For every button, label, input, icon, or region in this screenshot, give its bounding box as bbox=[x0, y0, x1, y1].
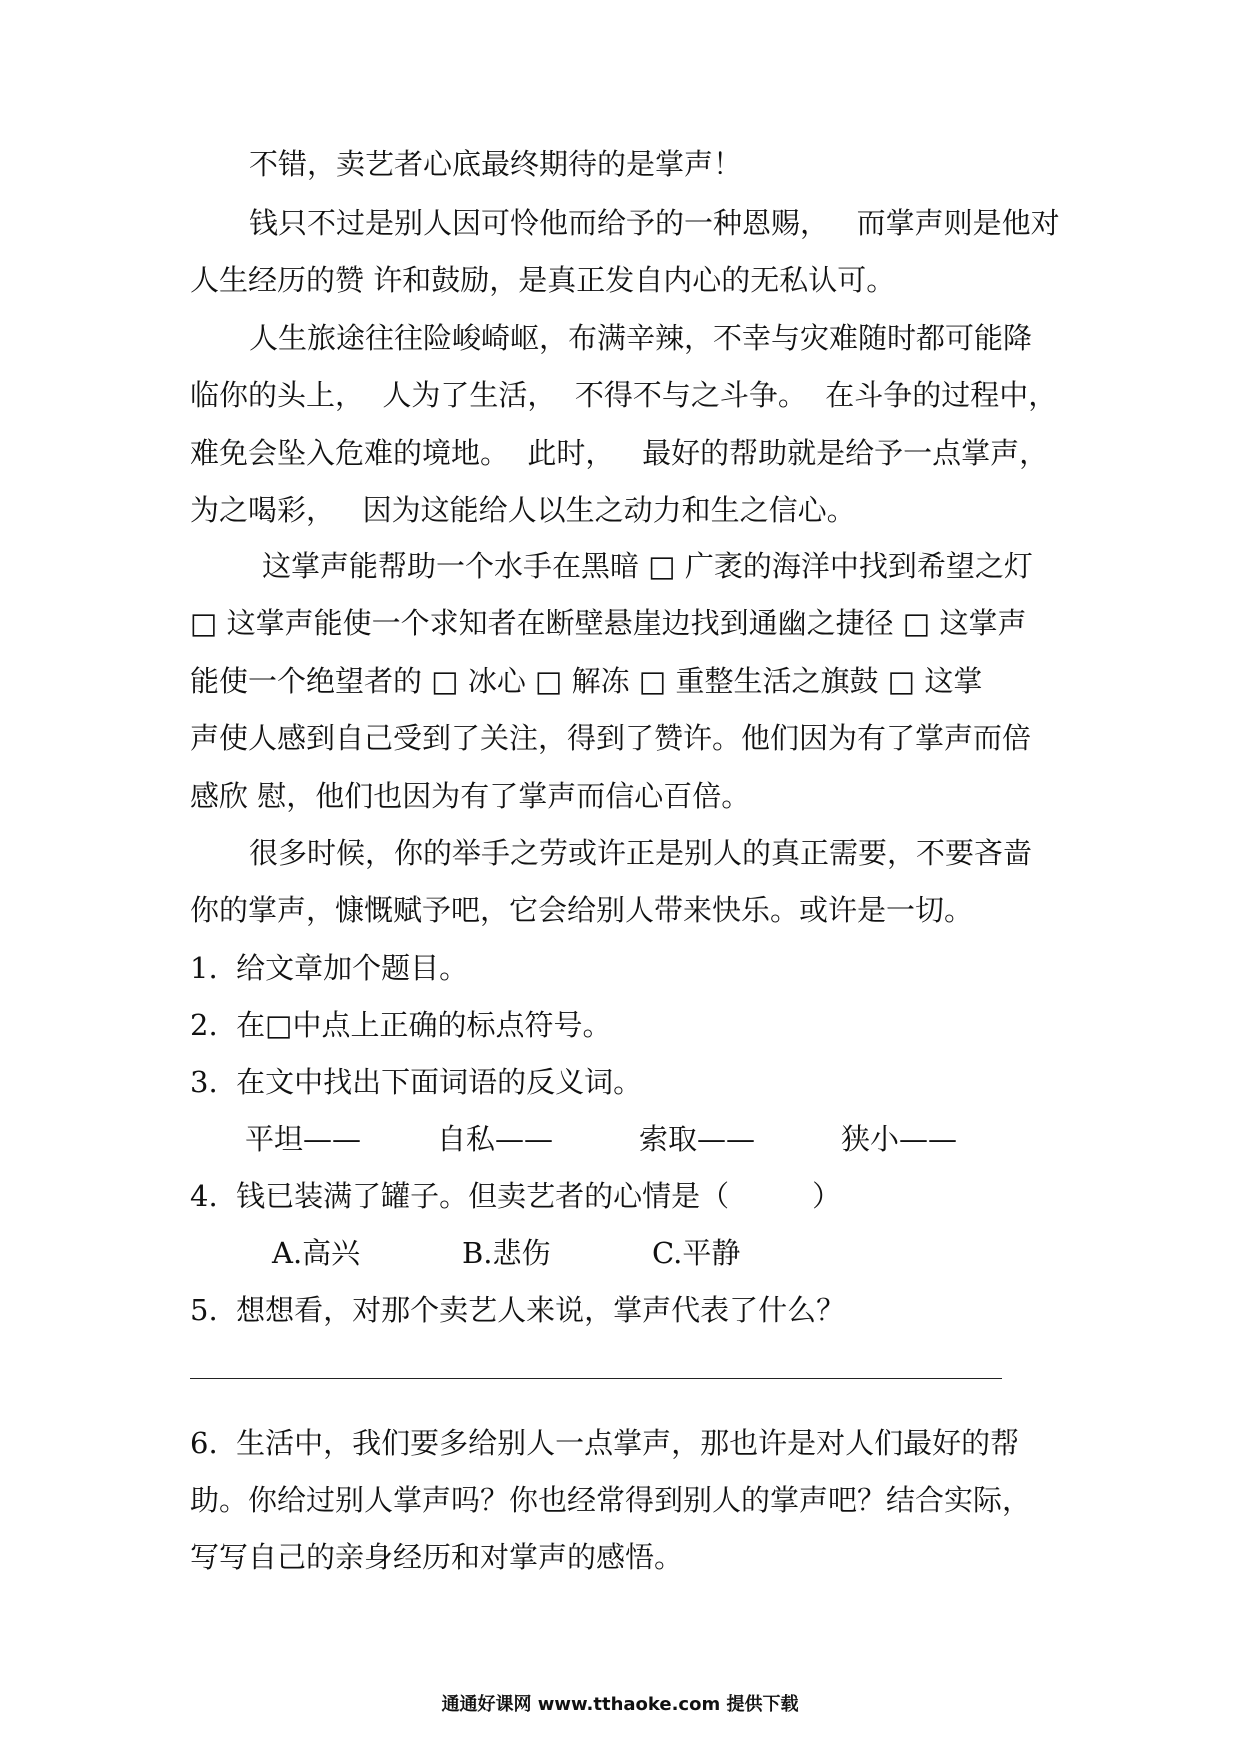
passage-line-8: 这掌声能帮助一个水手在黑暗 □ 广袤的海洋中找到希望之灯 bbox=[262, 549, 1033, 583]
passage-line-1: 不错，卖艺者心底最终期待的是掌声！ bbox=[249, 147, 743, 181]
question-4: 4. 钱已装满了罐子。但卖艺者的心情是（ ） bbox=[190, 1179, 842, 1213]
passage-line-5: 临你的头上， 人为了生活， 不得不与之斗争。 在斗争的过程中， bbox=[190, 378, 1058, 412]
question-1: 1. 给文章加个题目。 bbox=[190, 951, 469, 985]
passage-line-7: 为之喝彩， 因为这能给人以生之动力和生之信心。 bbox=[190, 493, 856, 527]
passage-line-10: 能使一个绝望者的 □ 冰心 □ 解冻 □ 重整生活之旗鼓 □ 这掌 bbox=[190, 664, 983, 698]
passage-line-3: 人生经历的赞 许和鼓励，是真正发自内心的无私认可。 bbox=[190, 263, 896, 297]
question-2: 2. 在□中点上正确的标点符号。 bbox=[190, 1008, 612, 1042]
passage-line-4: 人生旅途往往险峻崎岖，布满辛辣，不幸与灾难随时都可能降 bbox=[249, 321, 1033, 355]
question-6-line-2: 助。你给过别人掌声吗？你也经常得到别人的掌声吧？结合实际， bbox=[190, 1483, 1032, 1517]
question-3: 3. 在文中找出下面词语的反义词。 bbox=[190, 1065, 643, 1099]
answer-line[interactable] bbox=[190, 1378, 1002, 1379]
antonym-1: 平坦—— bbox=[245, 1122, 362, 1156]
option-c: C.平静 bbox=[652, 1236, 741, 1270]
passage-line-14: 你的掌声，慷慨赋予吧，它会给别人带来快乐。或许是一切。 bbox=[190, 893, 974, 927]
passage-line-2: 钱只不过是别人因可怜他而给予的一种恩赐， 而掌声则是他对 bbox=[249, 206, 1060, 240]
footer-credit: 通通好课网 www.tthaoke.com 提供下载 bbox=[441, 1694, 799, 1715]
passage-line-13: 很多时候，你的举手之劳或许正是别人的真正需要，不要吝啬 bbox=[249, 836, 1033, 870]
passage-line-9: □ 这掌声能使一个求知者在断壁悬崖边找到通幽之捷径 □ 这掌声 bbox=[190, 606, 1027, 640]
option-a: A.高兴 bbox=[272, 1236, 361, 1270]
antonym-2: 自私—— bbox=[437, 1122, 554, 1156]
question-6-line-1: 6. 生活中，我们要多给别人一点掌声，那也许是对人们最好的帮 bbox=[190, 1426, 1020, 1460]
option-b: B.悲伤 bbox=[462, 1236, 551, 1270]
passage-line-11: 声使人感到自己受到了关注，得到了赞许。他们因为有了掌声而倍 bbox=[190, 721, 1032, 755]
passage-line-12: 感欣 慰，他们也因为有了掌声而信心百倍。 bbox=[190, 779, 751, 813]
passage-line-6: 难免会坠入危难的境地。 此时， 最好的帮助就是给予一点掌声， bbox=[190, 436, 1049, 470]
question-5: 5. 想想看，对那个卖艺人来说，掌声代表了什么？ bbox=[190, 1293, 846, 1327]
question-6-line-3: 写写自己的亲身经历和对掌声的感悟。 bbox=[190, 1540, 684, 1574]
antonym-4: 狭小—— bbox=[841, 1122, 958, 1156]
antonym-3: 索取—— bbox=[639, 1122, 756, 1156]
